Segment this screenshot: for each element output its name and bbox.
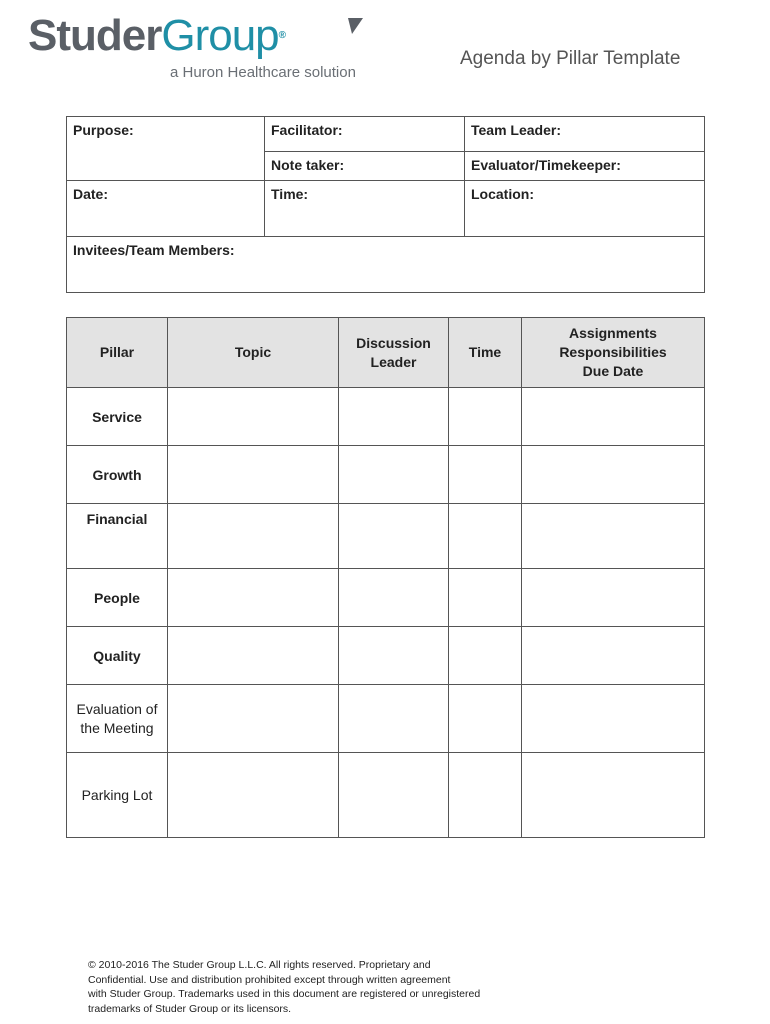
location-label: Location: [471, 186, 534, 202]
facilitator-cell[interactable] [265, 117, 465, 152]
pillar-parking-lot: Parking Lot [67, 753, 168, 838]
parking-time-cell[interactable] [449, 753, 522, 838]
pillar-evaluation [67, 685, 168, 753]
people-time-cell[interactable] [449, 569, 522, 627]
quality-time-cell[interactable] [449, 627, 522, 685]
agenda-table [66, 317, 705, 838]
footer-line3: with Studer Group. Trademarks used in this document are registered or unregistered [88, 988, 481, 1001]
logo-tagline: a Huron Healthcare solution [170, 64, 356, 81]
service-assignments-cell[interactable] [522, 388, 705, 446]
parking-topic-cell[interactable] [168, 753, 339, 838]
footer-line4: trademarks of Studer Group or its licensors. [88, 1002, 292, 1015]
service-leader-cell[interactable] [339, 388, 449, 446]
growth-topic-cell[interactable] [168, 446, 339, 504]
quality-leader-cell[interactable] [339, 627, 449, 685]
time-cell[interactable] [265, 181, 465, 237]
meeting-info-table [66, 116, 705, 293]
growth-assignments-cell[interactable] [522, 446, 705, 504]
header-time: Time [449, 318, 522, 388]
purpose-cell[interactable] [67, 117, 265, 181]
parking-leader-cell[interactable] [339, 753, 449, 838]
service-topic-cell[interactable] [168, 388, 339, 446]
facilitator-label: Facilitator: [271, 122, 343, 138]
people-assignments-cell[interactable] [522, 569, 705, 627]
evaluation-line2: the Meeting [80, 719, 154, 736]
financial-leader-cell[interactable] [339, 504, 449, 569]
table-row [67, 446, 705, 504]
table-row [67, 685, 705, 753]
header-discussion-line2: Leader [370, 353, 417, 370]
logo-wordmark [28, 12, 285, 60]
people-topic-cell[interactable] [168, 569, 339, 627]
logo-arrow-icon [346, 16, 364, 36]
header-discussion-line1: Discussion [356, 334, 431, 351]
location-cell[interactable] [465, 181, 705, 237]
financial-time-cell[interactable] [449, 504, 522, 569]
pillar-growth: Growth [67, 446, 168, 504]
pillar-financial: Financial [67, 504, 168, 569]
copyright-footer [88, 958, 488, 1016]
header-pillar: Pillar [67, 318, 168, 388]
logo-word-studer: Studer [28, 11, 162, 60]
evaluator-cell[interactable] [465, 152, 705, 181]
service-time-cell[interactable] [449, 388, 522, 446]
team-leader-label: Team Leader: [471, 122, 561, 138]
table-row [67, 627, 705, 685]
evaluation-line1: Evaluation of [76, 700, 158, 717]
quality-topic-cell[interactable] [168, 627, 339, 685]
growth-time-cell[interactable] [449, 446, 522, 504]
growth-leader-cell[interactable] [339, 446, 449, 504]
header-assign-line1: Assignments [569, 325, 657, 341]
time-label: Time: [271, 186, 309, 202]
pillar-people: People [67, 569, 168, 627]
parking-assignments-cell[interactable] [522, 753, 705, 838]
evaluation-time-cell[interactable] [449, 685, 522, 753]
pillar-service: Service [67, 388, 168, 446]
purpose-label: Purpose: [73, 122, 134, 138]
footer-line1: © 2010-2016 The Studer Group L.L.C. All rights reserved. Proprietary and [88, 959, 431, 971]
team-leader-cell[interactable] [465, 117, 705, 152]
header-assign-line2: Responsibilities [559, 344, 667, 360]
logo-word-group: Group [161, 11, 279, 60]
quality-assignments-cell[interactable] [522, 627, 705, 685]
header-discussion-leader [339, 318, 449, 388]
evaluation-assignments-cell[interactable] [522, 685, 705, 753]
header-topic: Topic [168, 318, 339, 388]
footer-line2: Confidential. Use and distribution prohibited except through written agreement [88, 973, 451, 986]
note-taker-cell[interactable] [265, 152, 465, 181]
page-title: Agenda by Pillar Template [460, 48, 681, 69]
evaluator-label: Evaluator/Timekeeper: [471, 157, 621, 173]
table-row [67, 388, 705, 446]
financial-topic-cell[interactable] [168, 504, 339, 569]
evaluation-topic-cell[interactable] [168, 685, 339, 753]
date-cell[interactable] [67, 181, 265, 237]
logo-registered-mark: ® [278, 30, 286, 41]
table-row [67, 504, 705, 569]
pillar-quality: Quality [67, 627, 168, 685]
table-row [67, 753, 705, 838]
header-assignments [522, 318, 705, 388]
people-leader-cell[interactable] [339, 569, 449, 627]
evaluation-leader-cell[interactable] [339, 685, 449, 753]
agenda-header-row [67, 318, 705, 388]
table-row [67, 569, 705, 627]
invitees-label: Invitees/Team Members: [73, 242, 235, 258]
studer-group-logo [28, 12, 358, 84]
financial-assignments-cell[interactable] [522, 504, 705, 569]
invitees-cell[interactable] [67, 237, 705, 293]
date-label: Date: [73, 186, 109, 202]
note-taker-label: Note taker: [271, 157, 345, 173]
header-assign-line3: Due Date [582, 363, 644, 379]
